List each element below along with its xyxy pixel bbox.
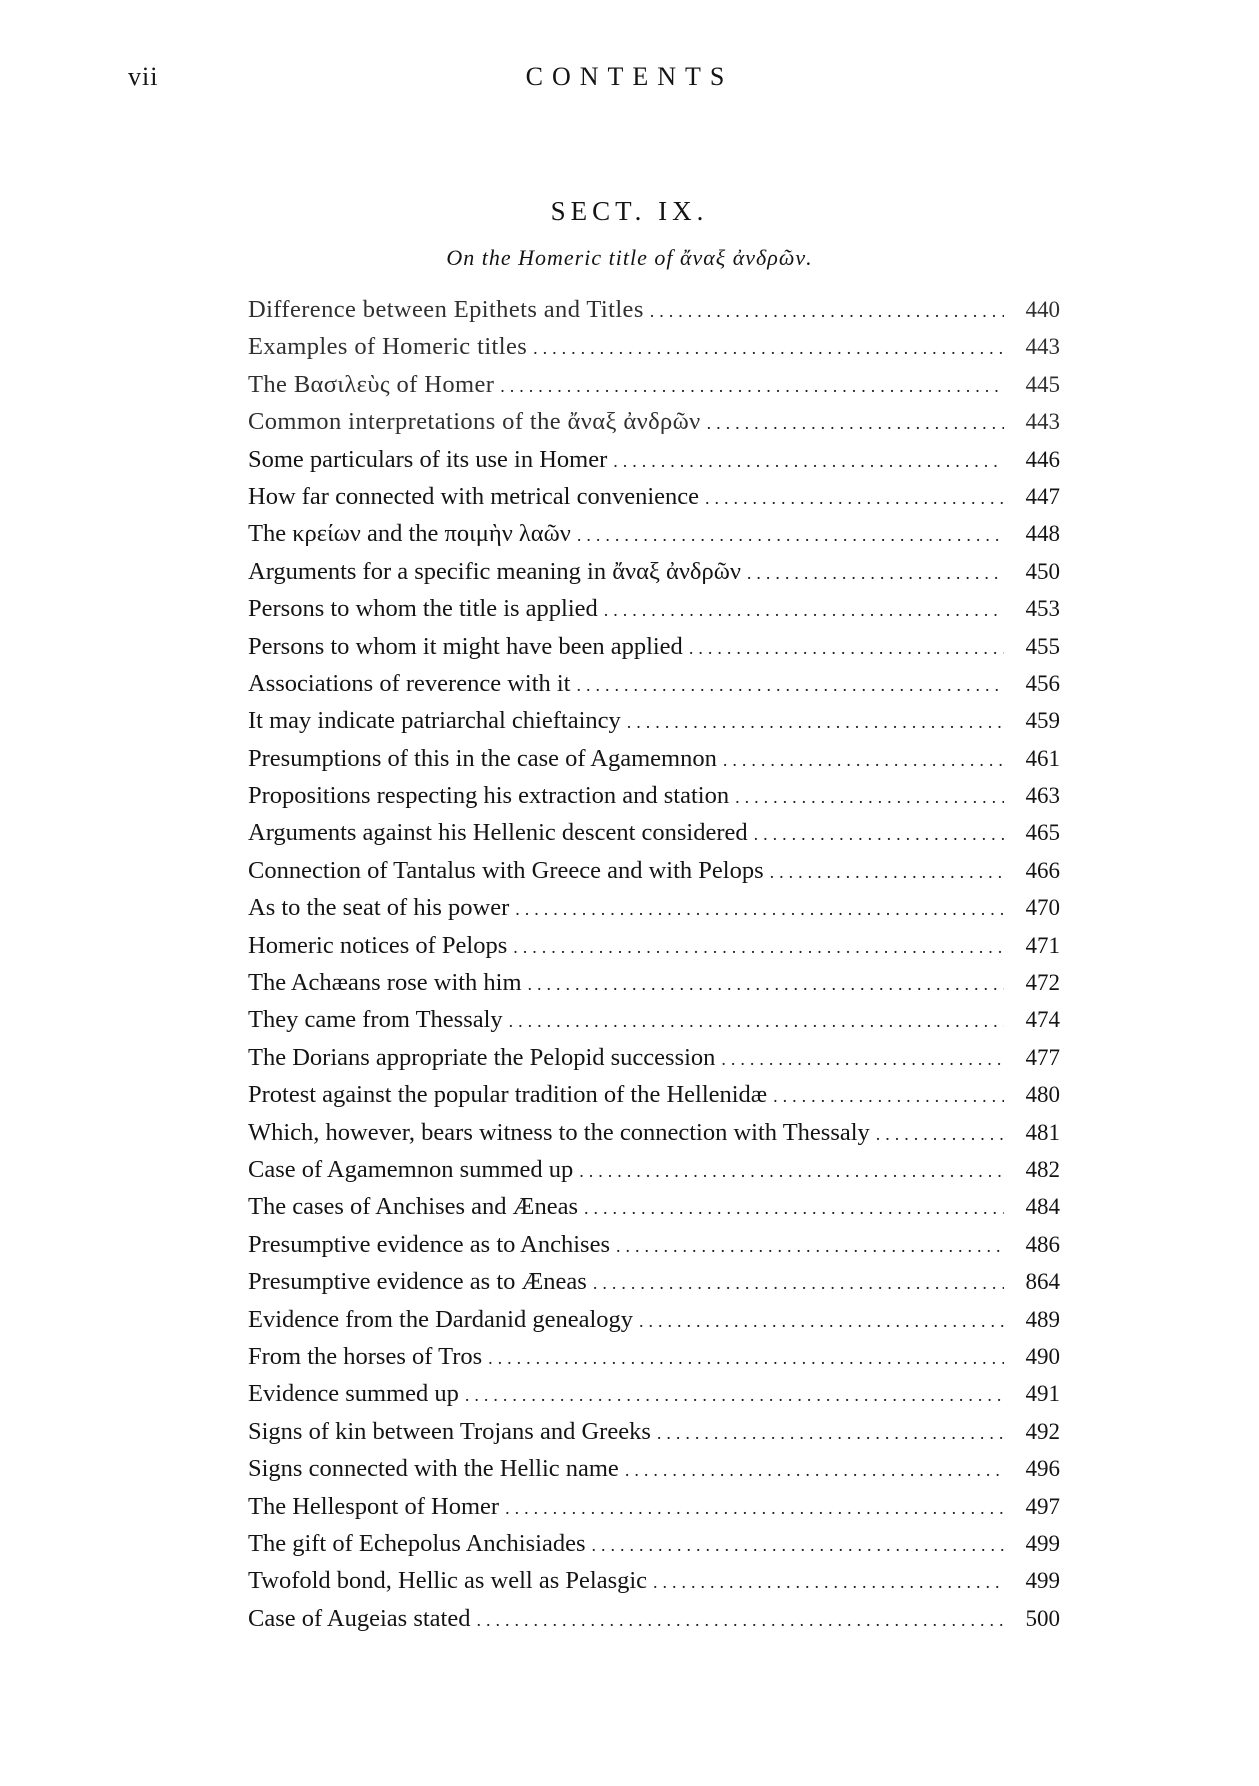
dot-leader	[500, 376, 1004, 397]
toc-row	[248, 707, 1060, 744]
toc-entry: As to the seat of his power	[248, 894, 510, 922]
toc-page-number: 492	[1025, 1418, 1060, 1444]
table-of-contents	[248, 296, 1060, 1642]
toc-page-number: 443	[1025, 334, 1060, 360]
toc-page-number: 461	[1025, 745, 1060, 771]
toc-page-number: 499	[1025, 1530, 1060, 1556]
toc-entry: Presumptive evidence as to Anchises	[248, 1230, 610, 1258]
page-number: vii	[128, 62, 159, 91]
page-header	[0, 62, 1259, 102]
toc-page-number: 440	[1025, 297, 1060, 322]
toc-page-number: 463	[1025, 783, 1060, 809]
toc-page-number: 497	[1025, 1493, 1060, 1519]
dot-leader	[735, 787, 1004, 808]
toc-row	[248, 894, 1060, 931]
toc-page-number: 448	[1025, 521, 1060, 547]
toc-page-number: 447	[1025, 483, 1060, 509]
toc-entry: Arguments against his Hellenic descent considered	[248, 819, 748, 847]
toc-row	[248, 1455, 1060, 1492]
toc-page-number: 466	[1025, 857, 1060, 883]
toc-page-number: 481	[1025, 1119, 1060, 1145]
dot-leader	[747, 563, 1004, 584]
toc-entry: Persons to whom the title is applied	[248, 595, 598, 623]
toc-row	[248, 1231, 1060, 1268]
dot-leader	[705, 488, 1004, 509]
toc-row	[248, 969, 1060, 1006]
dot-leader	[721, 1049, 1004, 1070]
toc-entry: It may indicate patriarchal chieftaincy	[248, 707, 621, 735]
toc-page-number: 477	[1025, 1044, 1060, 1070]
toc-row	[248, 633, 1060, 670]
toc-page-number: 450	[1025, 558, 1060, 584]
toc-page-number: 465	[1025, 820, 1060, 846]
toc-entry: Arguments for a specific meaning in ἄναξ ἀνδρῶν	[248, 557, 741, 585]
toc-row	[248, 1530, 1060, 1567]
toc-page-number: 500	[1025, 1605, 1060, 1631]
toc-page-number: 445	[1025, 371, 1060, 397]
toc-entry: Twofold bond, Hellic as well as Pelasgic	[248, 1567, 648, 1595]
dot-leader	[528, 974, 1004, 995]
toc-row	[248, 745, 1060, 782]
toc-entry: Persons to whom it might have been applied	[248, 632, 683, 660]
toc-entry: Signs of kin between Trojans and Greeks	[248, 1417, 651, 1445]
toc-page-number: 489	[1025, 1306, 1060, 1332]
toc-page-number: 456	[1025, 670, 1060, 696]
toc-row	[248, 371, 1060, 408]
toc-page-number: 484	[1025, 1194, 1060, 1220]
toc-entry: Presumptions of this in the case of Agamemnon	[248, 744, 717, 772]
toc-page-number: 499	[1025, 1568, 1060, 1594]
toc-row	[248, 595, 1060, 632]
dot-leader	[591, 1535, 1004, 1556]
toc-row	[248, 483, 1060, 520]
dot-leader	[604, 600, 1004, 621]
toc-row	[248, 932, 1060, 969]
toc-row	[248, 1567, 1060, 1604]
toc-row	[248, 1418, 1060, 1455]
dot-leader	[754, 824, 1004, 845]
dot-leader	[488, 1348, 1004, 1369]
toc-row	[248, 857, 1060, 894]
toc-page-number: 472	[1025, 970, 1060, 996]
toc-page-number: 486	[1025, 1231, 1060, 1257]
toc-row	[248, 1380, 1060, 1417]
toc-entry: Propositions respecting his extraction and station	[248, 782, 730, 810]
dot-leader	[773, 1086, 1004, 1107]
dot-leader	[509, 1011, 1004, 1032]
toc-row	[248, 1156, 1060, 1193]
toc-entry: From the horses of Tros	[248, 1342, 483, 1370]
toc-row	[248, 333, 1060, 370]
dot-leader	[770, 862, 1004, 883]
dot-leader	[584, 1198, 1004, 1219]
toc-entry: The cases of Anchises and Æneas	[248, 1193, 578, 1221]
toc-entry: Presumptive evidence as to Æneas	[248, 1268, 587, 1296]
dot-leader	[876, 1124, 1004, 1145]
toc-page-number: 491	[1025, 1381, 1060, 1407]
toc-entry: Which, however, bears witness to the connection with Thessaly	[248, 1118, 870, 1146]
toc-entry: Some particulars of its use in Homer	[248, 445, 608, 473]
toc-entry: Difference between Epithets and Titles	[248, 296, 644, 323]
toc-entry: The Βασιλεὺς of Homer	[248, 370, 495, 398]
toc-page-number: 453	[1025, 596, 1060, 622]
toc-entry: The Dorians appropriate the Pelopid succession	[248, 1043, 716, 1071]
toc-page-number: 482	[1025, 1156, 1060, 1182]
toc-page-number: 490	[1025, 1343, 1060, 1369]
toc-entry: They came from Thessaly	[248, 1006, 503, 1034]
toc-row	[248, 520, 1060, 557]
dot-leader	[627, 712, 1004, 733]
dot-leader	[613, 451, 1004, 472]
toc-row	[248, 1006, 1060, 1043]
toc-row	[248, 1605, 1060, 1642]
toc-page-number: 474	[1025, 1007, 1060, 1033]
toc-entry: Connection of Tantalus with Greece and with Pelops	[248, 856, 764, 884]
section-title: SECT. IX.	[550, 196, 709, 226]
toc-row	[248, 1306, 1060, 1343]
toc-row	[248, 670, 1060, 707]
toc-row	[248, 782, 1060, 819]
toc-page-number: 496	[1025, 1456, 1060, 1482]
dot-leader	[657, 1423, 1004, 1444]
dot-leader	[505, 1498, 1004, 1519]
dot-leader	[625, 1460, 1004, 1481]
toc-page-number: 470	[1025, 895, 1060, 921]
toc-entry: Case of Augeias stated	[248, 1604, 471, 1632]
toc-row	[248, 1193, 1060, 1230]
toc-page-number: 864	[1025, 1269, 1060, 1295]
toc-page-number: 459	[1025, 708, 1060, 734]
toc-row	[248, 408, 1060, 445]
toc-page-number: 480	[1025, 1082, 1060, 1108]
toc-entry: Signs connected with the Hellic name	[248, 1455, 619, 1483]
toc-entry: How far connected with metrical convenience	[248, 482, 700, 510]
dot-leader	[465, 1385, 1004, 1406]
toc-row	[248, 1343, 1060, 1380]
toc-entry: Homeric notices of Pelops	[248, 931, 508, 959]
toc-row	[248, 1268, 1060, 1305]
dot-leader	[616, 1236, 1004, 1257]
toc-row	[248, 558, 1060, 595]
toc-row	[248, 819, 1060, 856]
toc-row	[248, 1081, 1060, 1118]
toc-entry: Associations of reverence with it	[248, 669, 571, 697]
toc-row	[248, 1044, 1060, 1081]
toc-row	[248, 296, 1060, 333]
toc-row	[248, 446, 1060, 483]
dot-leader	[579, 1161, 1004, 1182]
dot-leader	[593, 1273, 1004, 1294]
toc-entry: Examples of Homeric titles	[248, 333, 528, 361]
toc-page-number: 471	[1025, 932, 1060, 958]
dot-leader	[653, 1572, 1004, 1593]
dot-leader	[639, 1311, 1004, 1332]
toc-row	[248, 1119, 1060, 1156]
toc-page-number: 443	[1025, 409, 1060, 435]
toc-entry: The gift of Echepolus Anchisiades	[248, 1529, 586, 1557]
toc-entry: Protest against the popular tradition of the Hellenidæ	[248, 1081, 768, 1109]
dot-leader	[477, 1610, 1005, 1631]
toc-entry: Evidence from the Dardanid genealogy	[248, 1305, 634, 1333]
toc-page-number: 446	[1025, 446, 1060, 472]
dot-leader	[650, 301, 1004, 322]
dot-leader	[533, 338, 1004, 359]
toc-entry: The κρείων and the ποιμὴν λαῶν	[248, 520, 571, 548]
dot-leader	[576, 675, 1004, 696]
toc-entry: Case of Agamemnon summed up	[248, 1155, 574, 1183]
section-subtitle: On the Homeric title of ἄναξ ἀνδρῶν.	[446, 245, 813, 270]
dot-leader	[513, 937, 1004, 958]
dot-leader	[515, 899, 1004, 920]
toc-entry: The Hellespont of Homer	[248, 1492, 500, 1520]
dot-leader	[723, 750, 1004, 771]
running-head: CONTENTS	[525, 62, 734, 91]
dot-leader	[707, 413, 1004, 434]
toc-entry: The Achæans rose with him	[248, 969, 522, 997]
toc-entry: Evidence summed up	[248, 1380, 459, 1408]
dot-leader	[577, 525, 1004, 546]
toc-row	[248, 1493, 1060, 1530]
toc-page-number: 455	[1025, 633, 1060, 659]
dot-leader	[689, 638, 1004, 659]
toc-entry: Common interpretations of the ἄναξ ἀνδρῶν	[248, 408, 701, 436]
